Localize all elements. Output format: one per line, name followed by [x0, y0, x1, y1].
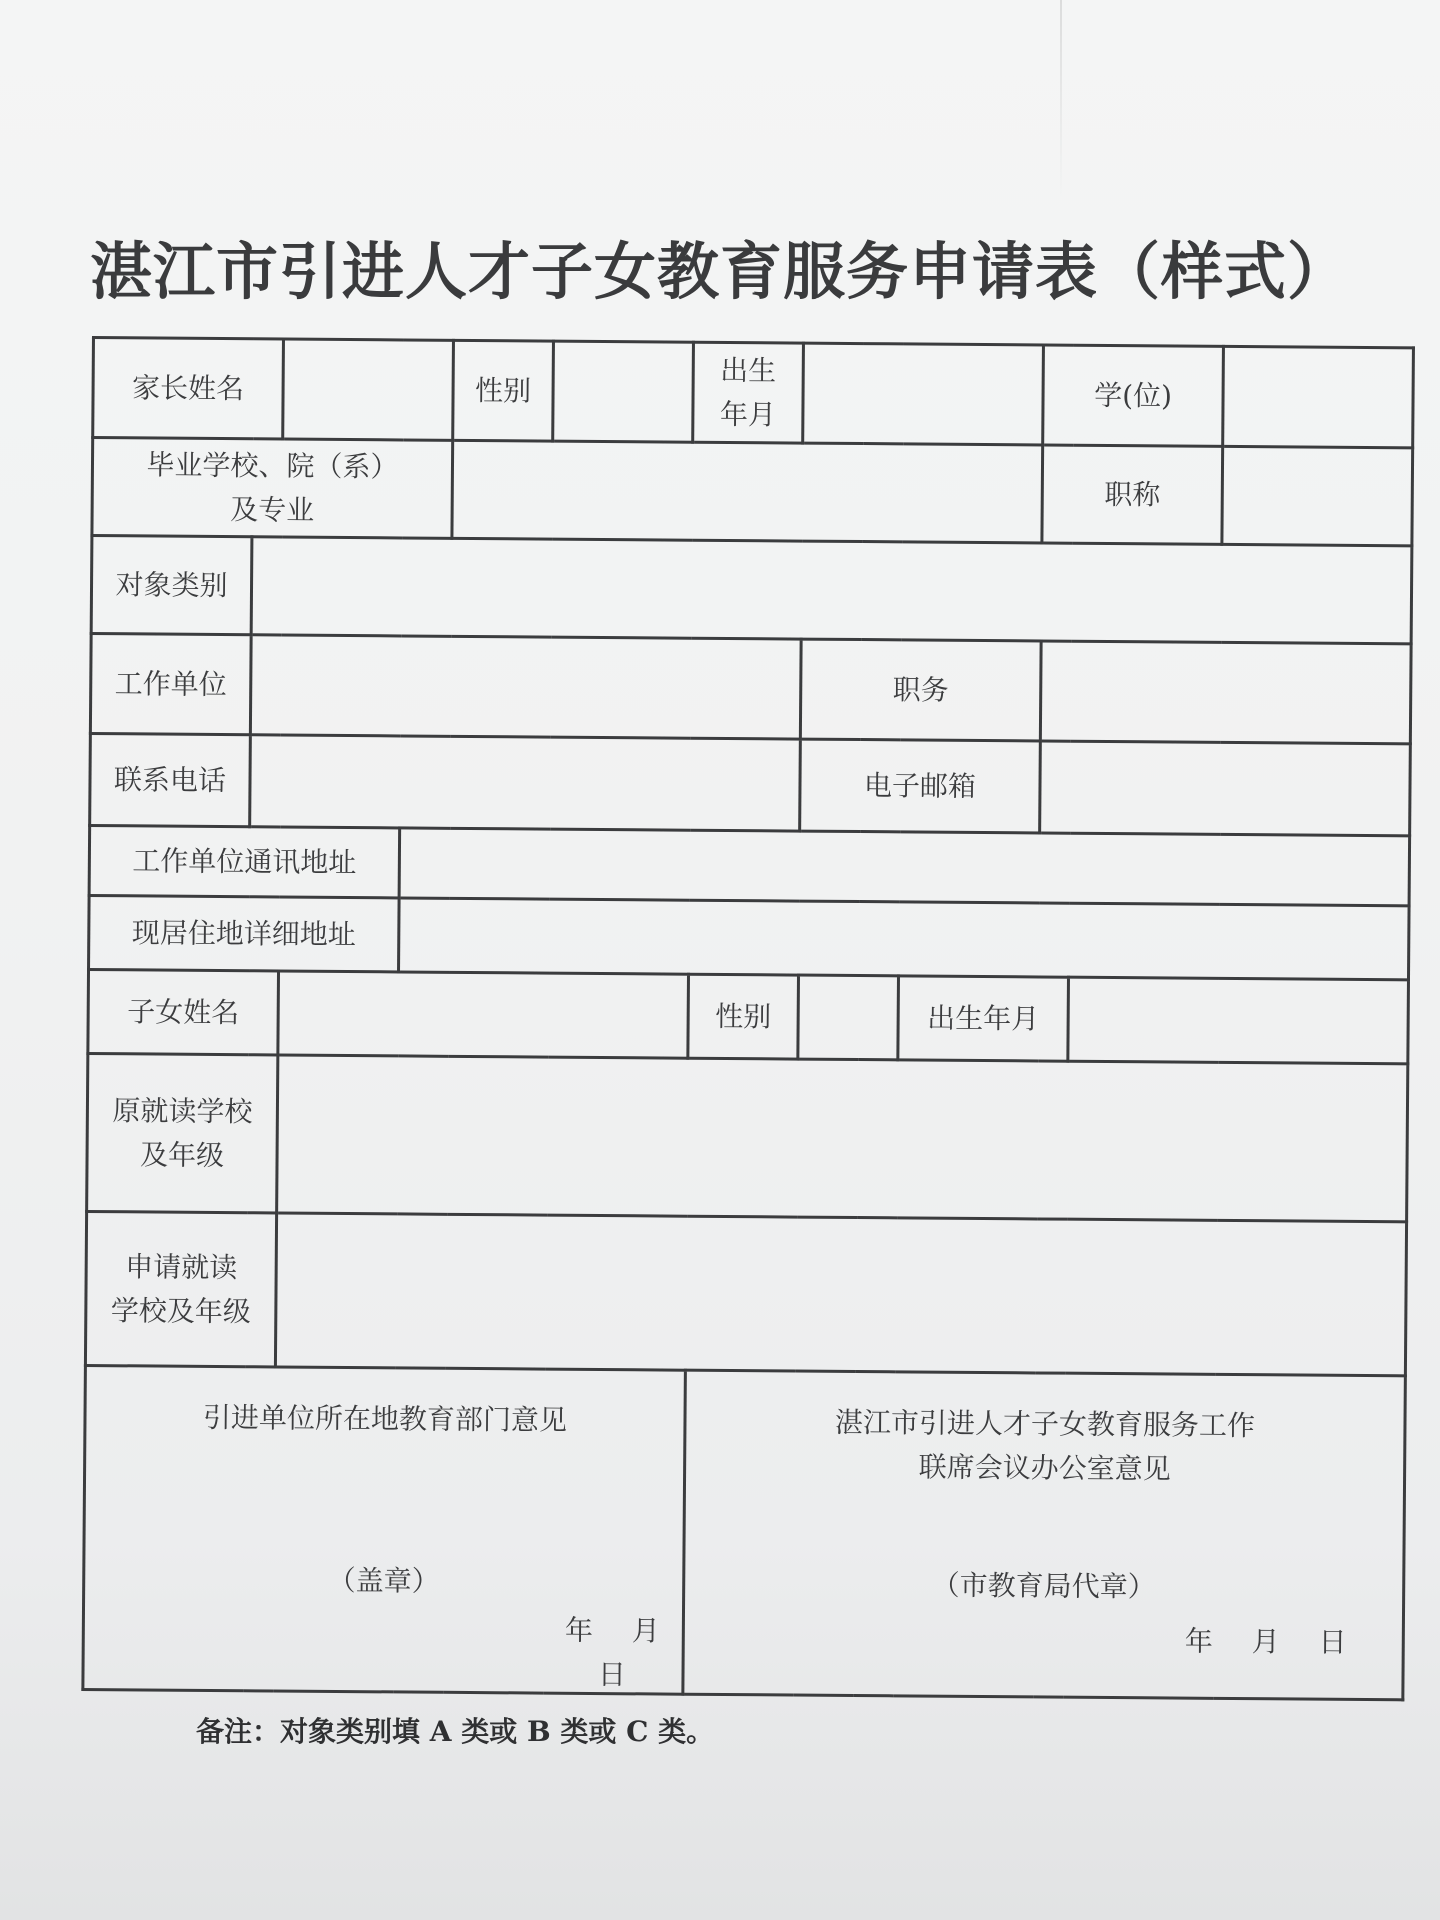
label-child-name: 子女姓名 — [88, 969, 279, 1054]
label-home-address: 现居住地详细地址 — [89, 895, 400, 971]
opinion-joint-office[interactable] — [683, 1370, 1406, 1700]
label-child-gender: 性别 — [688, 974, 799, 1059]
opinion-office-seal: （市教育局代章） — [931, 1568, 1156, 1604]
label-employer: 工作单位 — [90, 634, 251, 735]
opinion-office-title: 湛江市引进人才子女教育服务工作 联席会议办公室意见 — [834, 1405, 1256, 1486]
opinion-local-date: 年 月 日 — [564, 1613, 664, 1692]
field-previous-school[interactable] — [277, 1055, 1408, 1222]
field-apply-school[interactable] — [275, 1213, 1406, 1376]
label-degree: 学(位) — [1043, 345, 1224, 446]
field-category[interactable] — [251, 537, 1412, 644]
label-phone: 联系电话 — [90, 733, 251, 826]
field-parent-gender[interactable] — [553, 341, 694, 442]
paper-fold — [1060, 0, 1062, 200]
label-child-birth: 出生年月 — [898, 976, 1069, 1061]
application-form — [81, 336, 1412, 1698]
field-parent-name[interactable] — [283, 339, 454, 440]
field-home-address[interactable] — [399, 898, 1410, 980]
label-email: 电子邮箱 — [800, 739, 1041, 833]
form-title: 湛江市引进人才子女教育服务申请表（样式） — [90, 235, 1351, 308]
field-child-birth[interactable] — [1068, 977, 1409, 1064]
row-apply-school — [85, 1211, 1406, 1375]
field-phone[interactable] — [250, 735, 801, 831]
label-position: 职务 — [800, 639, 1041, 741]
label-apply-school: 申请就读 学校及年级 — [85, 1211, 276, 1366]
label-employer-address: 工作单位通讯地址 — [89, 825, 400, 897]
label-professional-title: 职称 — [1042, 445, 1223, 544]
field-parent-birth[interactable] — [803, 343, 1044, 445]
label-parent-gender: 性别 — [453, 340, 554, 441]
row-category — [91, 536, 1412, 644]
field-position[interactable] — [1040, 641, 1411, 744]
row-employer — [90, 634, 1411, 744]
label-parent-name: 家长姓名 — [93, 338, 284, 439]
row-previous-school — [87, 1053, 1408, 1221]
form-table — [81, 336, 1415, 1701]
row-child-basic — [88, 969, 1409, 1063]
field-child-gender[interactable] — [798, 975, 899, 1060]
field-degree[interactable] — [1223, 346, 1414, 447]
label-category: 对象类别 — [91, 536, 252, 635]
field-email[interactable] — [1040, 741, 1411, 836]
row-contact — [90, 733, 1411, 835]
opinion-local-seal: （盖章） — [327, 1563, 440, 1598]
opinion-local-education[interactable] — [83, 1365, 686, 1694]
field-professional-title[interactable] — [1222, 446, 1413, 545]
field-employer-address[interactable] — [399, 828, 1410, 906]
opinion-local-title: 引进单位所在地教育部门意见 — [202, 1400, 568, 1437]
row-opinions — [83, 1365, 1406, 1699]
label-previous-school: 原就读学校 及年级 — [87, 1053, 278, 1212]
field-employer[interactable] — [250, 635, 801, 739]
field-graduate-school[interactable] — [452, 440, 1043, 543]
row-home-address — [89, 895, 1410, 979]
form-note: 备注：对象类别填 A 类或 B 类或 C 类。 — [196, 1715, 715, 1748]
row-employer-address — [89, 825, 1410, 905]
row-graduate-school — [92, 438, 1413, 546]
field-child-name[interactable] — [278, 971, 689, 1058]
label-graduate-school: 毕业学校、院（系） 及专业 — [92, 438, 453, 539]
label-parent-birth: 出生 年月 — [693, 342, 804, 443]
row-parent-basic — [93, 338, 1414, 448]
opinion-office-date: 年 月 日 — [1184, 1624, 1351, 1659]
